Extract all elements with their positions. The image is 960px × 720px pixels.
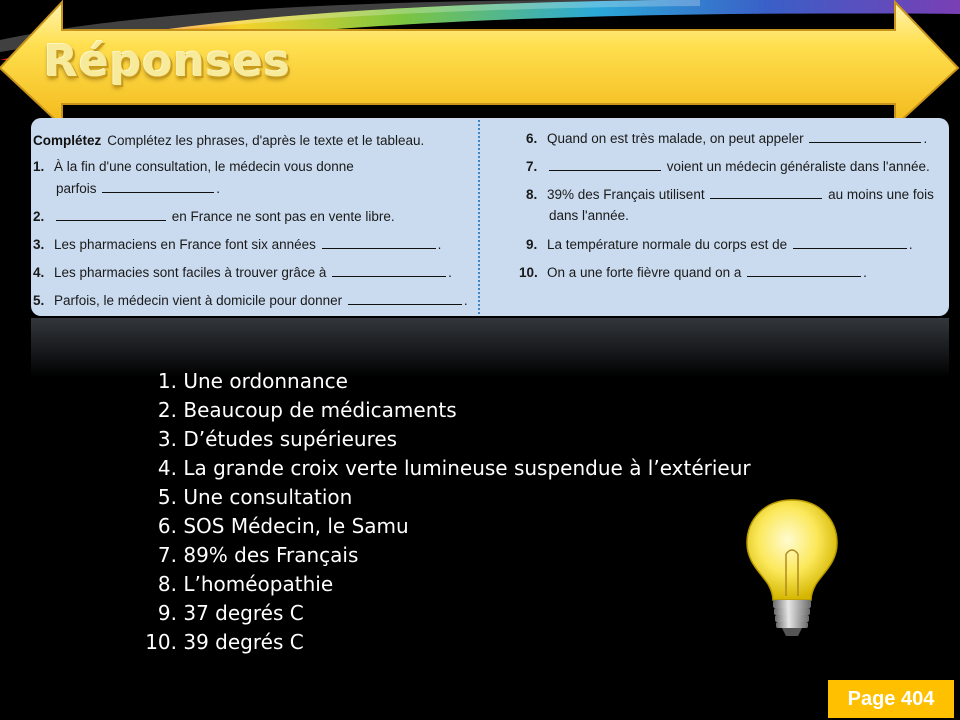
light-bulb-icon (742, 496, 842, 641)
answer-item: 9. 37 degrés C (157, 601, 304, 625)
answer-item: 2. Beaucoup de médicaments (157, 398, 457, 422)
exercise-item-1: 1. À la fin d'une consultation, le médecin vous donne (33, 159, 354, 174)
answers-list (140, 367, 751, 657)
exercise-heading-text: Complétez les phrases, d'après le texte et le tableau. (107, 133, 425, 148)
answer-blank (747, 275, 861, 277)
answer-blank (102, 191, 214, 193)
answer-blank (322, 247, 436, 249)
answer-item: 8. L’homéopathie (157, 572, 334, 596)
answer-item: 5. Une consultation (157, 485, 353, 509)
answer-blank (809, 141, 921, 143)
exercise-heading (33, 133, 424, 148)
answer-item: 10. 39 degrés C (145, 630, 304, 654)
exercise-item-10: 10. On a une forte fièvre quand on a . (519, 265, 867, 280)
answer-blank (332, 275, 446, 277)
exercise-item-4: 4. Les pharmacies sont faciles à trouver grâce à . (33, 265, 452, 280)
exercise-item-2: 2. en France ne sont pas en vente libre. (33, 209, 395, 224)
answer-item: 3. D’études supérieures (157, 427, 398, 451)
exercise-item-1-cont: parfois . (56, 181, 221, 196)
page-title: Réponses (44, 36, 291, 87)
column-divider (478, 120, 480, 314)
exercise-item-9: 9. La température normale du corps est de . (526, 237, 913, 252)
answer-item: 6. SOS Médecin, le Samu (157, 514, 409, 538)
page-reference-button[interactable]: Page 404 (828, 680, 954, 718)
answer-blank (710, 197, 822, 199)
answer-blank (793, 247, 907, 249)
answer-blank (56, 219, 166, 221)
exercise-item-8: 8. 39% des Français utilisent au moins une fois (526, 187, 934, 202)
answer-blank (348, 303, 462, 305)
answer-item: 1. Une ordonnance (157, 369, 348, 393)
exercise-heading-keyword: Complétez (33, 133, 102, 148)
exercise-item-7: 7. voient un médecin généraliste dans l'année. (526, 159, 930, 174)
exercise-item-3: 3. Les pharmaciens en France font six années . (33, 237, 442, 252)
exercise-item-8-cont: dans l'année. (549, 208, 629, 223)
answer-blank (549, 169, 661, 171)
exercise-panel (31, 118, 949, 316)
exercise-item-6: 6. Quand on est très malade, on peut appeler . (526, 131, 928, 146)
exercise-item-5: 5. Parfois, le médecin vient à domicile pour donner . (33, 293, 468, 308)
answer-item: 7. 89% des Français (157, 543, 359, 567)
answer-item: 4. La grande croix verte lumineuse suspendue à l’extérieur (157, 456, 751, 480)
